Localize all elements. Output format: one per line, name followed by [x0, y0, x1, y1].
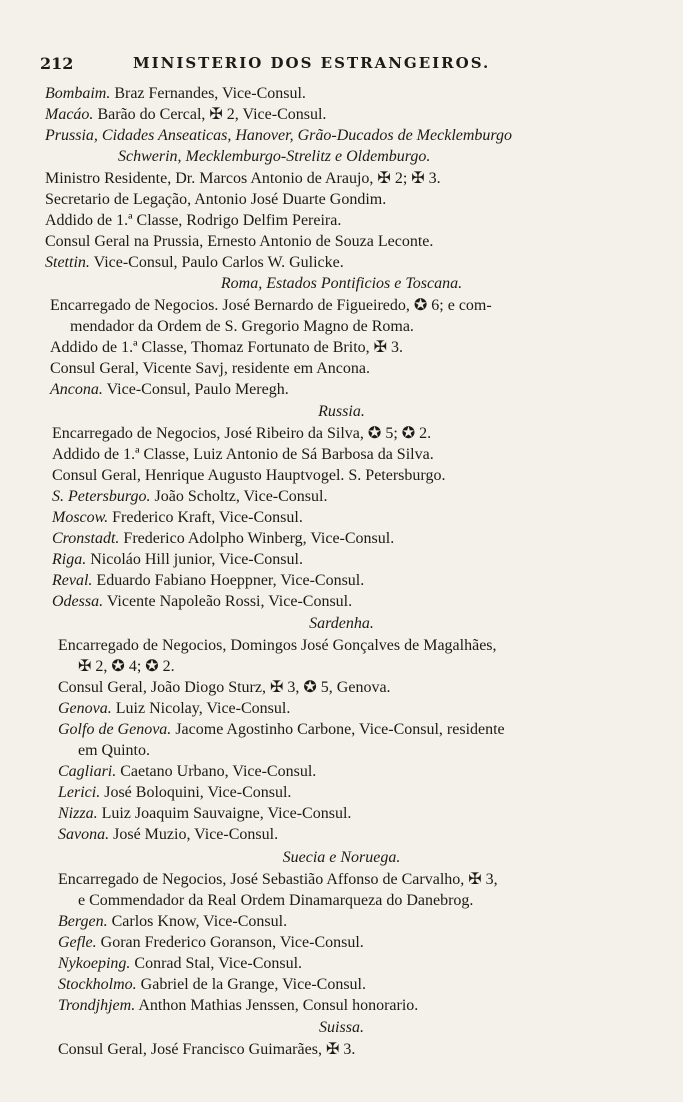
- running-title: MINISTERIO DOS ESTRANGEIROS.: [133, 54, 491, 72]
- entry-line: ✠ 2, ✪ 4; ✪ 2.: [78, 658, 175, 675]
- entry-line: Consul Geral, Henrique Augusto Hauptvogel. S. Petersburgo.: [52, 467, 446, 484]
- entry-line: e Commendador da Real Ordem Dinamarqueza do Danebrog.: [78, 892, 474, 909]
- entry-line: Savona. José Muzio, Vice-Consul.: [58, 826, 279, 843]
- entry-line: Macáo. Barão do Cercal, ✠ 2, Vice-Consul.: [45, 106, 327, 123]
- entry-line: Bombaim. Braz Fernandes, Vice-Consul.: [45, 85, 306, 102]
- entry-line: Cagliari. Caetano Urbano, Vice-Consul.: [58, 763, 317, 780]
- entry-line: Nykoeping. Conrad Stal, Vice-Consul.: [58, 955, 303, 972]
- entry-line: Stockholmo. Gabriel de la Grange, Vice-Consul.: [58, 976, 366, 993]
- entry-line: Genova. Luiz Nicolay, Vice-Consul.: [58, 700, 291, 717]
- entry-line: Secretario de Legação, Antonio José Duarte Gondim.: [45, 191, 387, 208]
- entry-line: Addido de 1.ª Classe, Rodrigo Delfim Pereira.: [45, 212, 342, 229]
- entry-line: Stettin. Vice-Consul, Paulo Carlos W. Gulicke.: [45, 254, 344, 271]
- entry-line: Moscow. Frederico Kraft, Vice-Consul.: [52, 509, 303, 526]
- page-number: 212: [40, 54, 74, 73]
- entry-line: Bergen. Carlos Know, Vice-Consul.: [58, 913, 288, 930]
- entry-line: Reval. Eduardo Fabiano Hoeppner, Vice-Consul.: [52, 572, 365, 589]
- entry-line: Consul Geral, José Francisco Guimarães, ✠ 3.: [58, 1041, 356, 1058]
- entry-line: Addido de 1.ª Classe, Luiz Antonio de Sá Barbosa da Silva.: [52, 446, 434, 463]
- entry-line: Encarregado de Negocios. José Bernardo de Figueiredo, ✪ 6; e com-: [50, 297, 492, 314]
- entry-line: Consul Geral, Vicente Savj, residente em Ancona.: [50, 360, 370, 377]
- section-heading: Sardenha.: [309, 615, 374, 632]
- entry-line: Riga. Nicoláo Hill junior, Vice-Consul.: [52, 551, 303, 568]
- entry-line: Consul Geral, João Diogo Sturz, ✠ 3, ✪ 5, Genova.: [58, 679, 391, 696]
- entry-line: Addido de 1.ª Classe, Thomaz Fortunato de Brito, ✠ 3.: [50, 339, 404, 356]
- entry-line: Encarregado de Negocios, José Ribeiro da Silva, ✪ 5; ✪ 2.: [52, 425, 432, 442]
- entry-line: Ministro Residente, Dr. Marcos Antonio de Araujo, ✠ 2; ✠ 3.: [45, 170, 441, 187]
- page-header: [40, 54, 640, 78]
- entry-line: Trondjhjem. Anthon Mathias Jenssen, Consul honorario.: [58, 997, 419, 1014]
- section-heading: Russia.: [318, 403, 365, 420]
- entry-line: mendador da Ordem de S. Gregorio Magno de Roma.: [70, 318, 414, 335]
- entry-line: S. Petersburgo. João Scholtz, Vice-Consul.: [52, 488, 328, 505]
- section-heading: Prussia, Cidades Anseaticas, Hanover, Grão-Ducados de Mecklemburgo: [45, 127, 513, 144]
- entry-line: Cronstadt. Frederico Adolpho Winberg, Vice-Consul.: [52, 530, 395, 547]
- entry-line: Encarregado de Negocios, Domingos José Gonçalves de Magalhães,: [58, 637, 497, 654]
- entry-line: em Quinto.: [78, 742, 150, 759]
- entry-line: Encarregado de Negocios, José Sebastião Affonso de Carvalho, ✠ 3,: [58, 871, 498, 888]
- entry-line: Odessa. Vicente Napoleão Rossi, Vice-Consul.: [52, 593, 353, 610]
- entry-line: Consul Geral na Prussia, Ernesto Antonio de Souza Leconte.: [45, 233, 434, 250]
- entry-line: Lerici. José Boloquini, Vice-Consul.: [58, 784, 292, 801]
- entry-line: Gefle. Goran Frederico Goranson, Vice-Consul.: [58, 934, 364, 951]
- entry-line: Golfo de Genova. Jacome Agostinho Carbone, Vice-Consul, residente: [58, 721, 505, 738]
- entry-line: Ancona. Vice-Consul, Paulo Meregh.: [50, 381, 289, 398]
- section-heading: Suissa.: [319, 1019, 364, 1036]
- section-heading: Roma, Estados Pontificios e Toscana.: [220, 275, 463, 292]
- section-heading: Suecia e Noruega.: [282, 849, 401, 866]
- entry-line: Nizza. Luiz Joaquim Sauvaigne, Vice-Consul.: [58, 805, 352, 822]
- section-heading: Schwerin, Mecklemburgo-Strelitz e Oldemburgo.: [118, 148, 431, 165]
